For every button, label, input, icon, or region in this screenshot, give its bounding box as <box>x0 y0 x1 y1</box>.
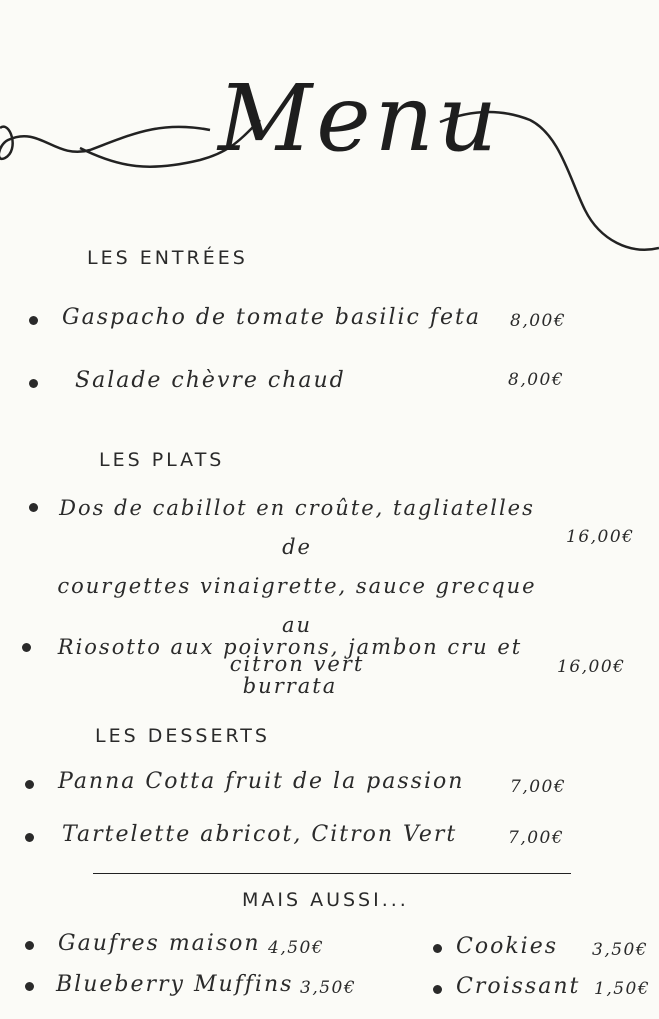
menu-item-price: 16,00€ <box>566 527 635 547</box>
swirl-decoration <box>0 0 659 270</box>
menu-item-name: Salade chèvre chaud <box>75 368 346 393</box>
bullet-icon <box>29 379 38 388</box>
menu-item-price: 1,50€ <box>594 979 651 999</box>
menu-item-price: 7,00€ <box>510 777 567 797</box>
bullet-icon <box>433 985 442 994</box>
menu-item-price: 4,50€ <box>268 938 325 958</box>
menu-item-line: Riosotto aux poivrons, jambon cru et <box>57 635 523 659</box>
menu-item-price: 8,00€ <box>508 370 565 390</box>
bullet-icon <box>433 944 442 953</box>
section-title-plats: LES PLATS <box>99 449 225 471</box>
menu-item-line: Dos de cabillot en croûte, tagliatelles de <box>59 496 535 559</box>
section-title-desserts: LES DESSERTS <box>95 725 270 747</box>
menu-item-price: 3,50€ <box>300 978 357 998</box>
menu-item-line: burrata <box>242 674 338 698</box>
bullet-icon <box>25 941 34 950</box>
menu-item-name: Croissant <box>456 974 581 999</box>
menu-item-name <box>40 628 540 706</box>
bullet-icon <box>29 316 38 325</box>
bullet-icon <box>25 780 34 789</box>
menu-item-price: 3,50€ <box>592 940 649 960</box>
bullet-icon <box>29 503 38 512</box>
menu-item-name: Gaspacho de tomate basilic feta <box>62 305 481 330</box>
menu-item-price: 7,00€ <box>508 828 565 848</box>
section-title-entrees: LES ENTRÉES <box>87 247 248 269</box>
bullet-icon <box>25 982 34 991</box>
menu-title: Menu <box>218 65 502 172</box>
menu-item-name: Blueberry Muffins <box>56 972 294 997</box>
menu-item-line: courgettes vinaigrette, sauce grecque au <box>57 574 537 637</box>
menu-item-name: Gaufres maison <box>58 931 261 956</box>
menu-item-line: citron vert <box>229 652 365 676</box>
menu-item-price: 8,00€ <box>510 311 567 331</box>
bullet-icon <box>25 833 34 842</box>
divider <box>93 873 571 874</box>
bullet-icon <box>22 643 31 652</box>
menu-item-price: 16,00€ <box>557 657 626 677</box>
menu-item-name: Cookies <box>456 934 558 959</box>
section-title-aussi: MAIS AUSSI... <box>242 889 409 911</box>
menu-item-name: Tartelette abricot, Citron Vert <box>62 822 458 847</box>
menu-item-name: Panna Cotta fruit de la passion <box>58 769 465 794</box>
